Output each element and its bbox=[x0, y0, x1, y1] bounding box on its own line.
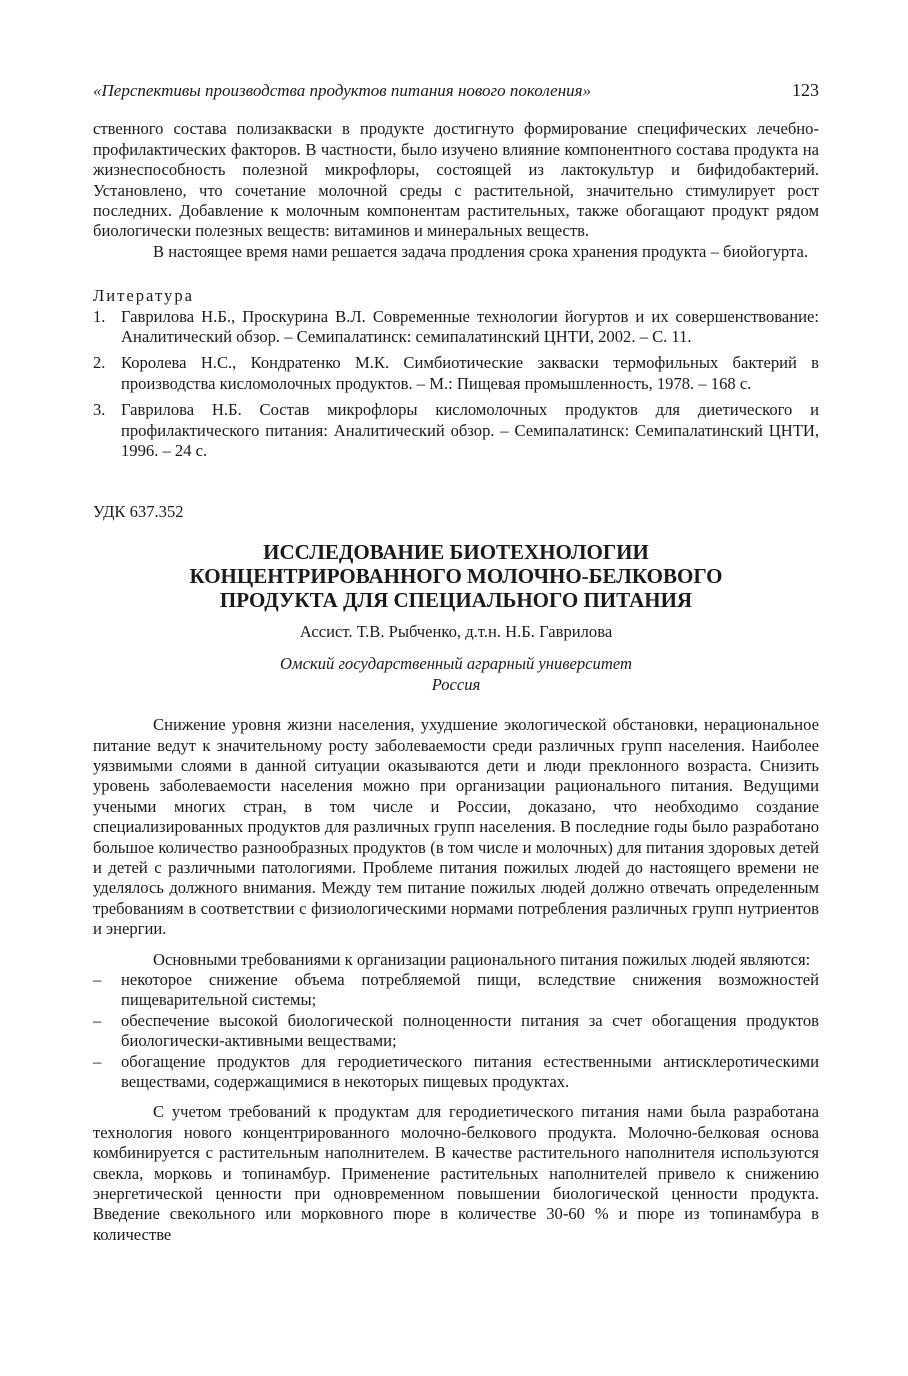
reference-number: 3. bbox=[93, 400, 106, 420]
article-title bbox=[93, 540, 819, 612]
dash-marker: – bbox=[93, 1010, 102, 1030]
reference-text: Королева Н.С., Кондратенко М.К. Симбиотические закваски термофильных бактерий в производства кисломолочных продуктов. – М.: Пищевая промышленность, 1978. – 168 с. bbox=[121, 353, 819, 393]
reference-number: 1. bbox=[93, 306, 106, 326]
reference-item bbox=[93, 307, 819, 348]
udk-code: УДК 637.352 bbox=[93, 501, 184, 521]
reference-item bbox=[93, 400, 819, 461]
list-item-text: некоторое снижение объема потребляемой пищи, вследствие снижения возможностей пищеварительной системы; bbox=[121, 970, 819, 1010]
list-item bbox=[93, 1052, 819, 1093]
dash-marker: – bbox=[93, 1051, 102, 1071]
article-authors: Ассист. Т.В. Рыбченко, д.т.н. Н.Б. Гаврилова bbox=[299, 621, 613, 641]
references-title: Литература bbox=[93, 286, 194, 306]
article-title-line: КОНЦЕНТРИРОВАННОГО МОЛОЧНО-БЕЛКОВОГО bbox=[189, 563, 723, 588]
list-item-text: обогащение продуктов для геродиетического питания естественными антисклеротическими веществами, содержащимися в некоторых пищевых продуктах. bbox=[121, 1051, 819, 1092]
article-title-line: ПРОДУКТА ДЛЯ СПЕЦИАЛЬНОГО ПИТАНИЯ bbox=[219, 587, 693, 612]
references-list bbox=[93, 307, 819, 462]
intro-paragraph-1: ственного состава полизакваски в продукте достигнуто формирование специфических лечебно-профилактических факторов. В частности, было изучено влияние компонентного состава продукта на жизнеспособность полезной микрофлоры, состоящей из лактокультур и бифидобактерий. Установлено, что сочетание молочной среды с растительной, значительно стимулирует рост последних. Добавление к молочным компонентам растительных, также обогащают продукт рядом биологически полезных веществ: витаминов и минеральных веществ. bbox=[93, 119, 819, 241]
list-item-text: обеспечение высокой биологической полноценности питания за счет обогащения продуктов биологически-активными веществами; bbox=[121, 1010, 819, 1051]
reference-text: Гаврилова Н.Б., Проскурина В.Л. Современные технологии йогуртов и их совершенствование: Аналитический обзор. – Семипалатинск: семипалатинский ЦНТИ, 2002. – С. 11. bbox=[121, 306, 819, 347]
intro-paragraph-2: В настоящее время нами решается задача продления срока хранения продукта – биойогурта. bbox=[153, 241, 808, 261]
requirements-list bbox=[93, 970, 819, 1092]
running-title: «Перспективы производства продуктов питания нового поколения» bbox=[93, 81, 592, 100]
reference-text: Гаврилова Н.Б. Состав микрофлоры кисломолочных продуктов для диетического и профилактического питания: Аналитический обзор. – Семипалатинск: Семипалатинский ЦНТИ, 1996. – 24 с. bbox=[121, 400, 819, 461]
article-title-line: ИССЛЕДОВАНИЕ БИОТЕХНОЛОГИИ bbox=[263, 539, 649, 564]
page-number: 123 bbox=[792, 80, 819, 100]
page bbox=[93, 80, 819, 1245]
dash-marker: – bbox=[93, 970, 102, 989]
article-country: Россия bbox=[431, 674, 481, 694]
running-header bbox=[93, 80, 819, 101]
reference-item bbox=[93, 353, 819, 394]
body-paragraph-2: Основными требованиями к организации рационального питания пожилых людей являются: bbox=[153, 949, 811, 969]
reference-number: 2. bbox=[93, 353, 106, 373]
list-item bbox=[93, 1011, 819, 1052]
list-item bbox=[93, 970, 819, 1011]
body-paragraph-3: С учетом требований к продуктам для геродиетического питания нами была разработана технология нового концентрированного молочно-белкового продукта. Молочно-белковая основа комбинируется с растительным наполнителем. В качестве растительного наполнителя используются свекла, морковь и топинамбур. Применение растительных наполнителей привело к снижению энергетической ценности при одновременном повышении биологической ценности продукта. Введение свекольного или морковного пюре в количестве 30-60 % и пюре из топинамбура в количестве bbox=[93, 1102, 819, 1244]
body-paragraph-1: Снижение уровня жизни населения, ухудшение экологической обстановки, нерациональное питание ведут к значительному росту заболеваемости среди различных групп населения. Наиболее уязвимыми слоями в данной ситуации оказываются дети и люди преклонного возраста. Снизить уровень заболеваемости населения можно при организации рационального питания. Ведущими учеными многих стран, в том числе и России, доказано, что необходимо создание специализированных продуктов для различных групп населения. В последние годы было разработано большое количество разнообразных продуктов (в том числе и молочных) для питания здоровых детей и детей с различными патологиями. Проблеме питания пожилых людей до настоящего времени не уделялось должного внимания. Между тем питание пожилых людей должно отвечать определенным требованиям в соответствии с физиологическими нормами потребления различных групп нутриентов и энергии. bbox=[93, 715, 819, 939]
article-affiliation: Омский государственный аграрный университет bbox=[280, 654, 632, 674]
